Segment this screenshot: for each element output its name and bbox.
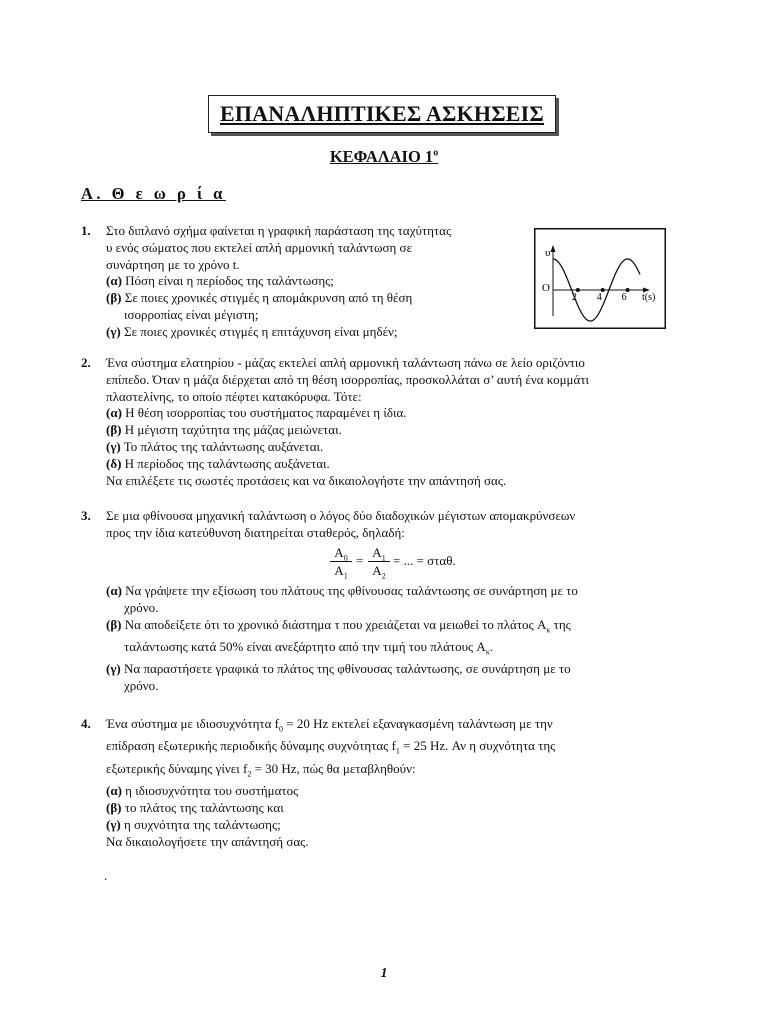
subquestion-a bbox=[106, 783, 555, 800]
stray-dot: . bbox=[104, 868, 108, 883]
question-body bbox=[106, 223, 451, 341]
text-line: Σε μια φθίνουσα μηχανική ταλάντωση ο λόγος δύο διαδοχικών μέγιστων απομακρύνσεων bbox=[106, 508, 576, 523]
closing-line: Να δικαιολογήσετε την απάντησή σας. bbox=[106, 833, 309, 849]
numerator bbox=[368, 545, 390, 562]
question-body bbox=[106, 355, 589, 489]
text-segment: εξωτερικής δύναμης γίνει f bbox=[106, 760, 248, 776]
subscript: 0 bbox=[279, 724, 283, 734]
question-number: 1. bbox=[81, 223, 91, 238]
text-line: υ ενός σώματος που εκτελεί απλή αρμονική ταλάντωση σε bbox=[106, 239, 413, 255]
section-heading: Α. Θ ε ω ρ ί α bbox=[81, 184, 226, 203]
sub-label: (β) bbox=[106, 290, 122, 306]
text-line bbox=[106, 761, 555, 783]
text-line: Στο διπλανό σχήμα φαίνεται η γραφική παράσταση της ταχύτητας bbox=[106, 223, 452, 238]
closing-line: Να επιλέξετε τις σωστές προτάσεις και να δικαιολογήστε την απάντησή σας. bbox=[106, 472, 507, 488]
y-axis-label: υ bbox=[545, 247, 551, 259]
subquestion-c bbox=[106, 661, 578, 678]
equals-sign: = bbox=[356, 553, 364, 568]
sub-text: Η θέση ισορροπίας του συστήματος παραμένει η ίδια. bbox=[125, 405, 407, 421]
sub-text: Να γράψετε την εξίσωση του πλάτους της φθίνουσας ταλάντωσης σε συνάρτηση με το bbox=[125, 583, 578, 598]
page-number: 1 bbox=[380, 966, 388, 981]
sub-label: (δ) bbox=[106, 455, 122, 471]
subquestion-c bbox=[106, 439, 589, 456]
sub-text: Η περίοδος της ταλάντωσης αυξάνεται. bbox=[124, 455, 330, 471]
subquestion-a bbox=[106, 583, 578, 600]
fraction-1 bbox=[330, 545, 352, 581]
document-title: ΕΠΑΝΑΛΗΠΤΙΚΕΣ ΑΣΚΗΣΕΙΣ bbox=[208, 95, 556, 133]
sub-continuation: χρόνο. bbox=[124, 599, 159, 615]
subquestion-c bbox=[106, 324, 451, 341]
sub-text: Το πλάτος της ταλάντωσης αυξάνεται. bbox=[123, 438, 324, 454]
subscript: 2 bbox=[381, 571, 386, 581]
sub-text: Σε ποιες χρονικές στιγμές η επιτάχυνση είναι μηδέν; bbox=[124, 323, 398, 339]
denominator bbox=[330, 562, 352, 581]
sub-text: το πλάτος της ταλάντωσης και bbox=[124, 799, 284, 815]
sub-label: (γ) bbox=[106, 661, 121, 677]
question-body bbox=[106, 716, 555, 850]
sub-text: ταλάντωσης κατά 50% είναι ανεξάρτητο από την τιμή του πλάτους A bbox=[124, 638, 486, 654]
chapter-text: ΚΕΦΑΛΑΙΟ 1 bbox=[329, 147, 434, 166]
tick-label: 4 bbox=[596, 292, 602, 303]
sub-label: (β) bbox=[106, 799, 122, 815]
sub-continuation bbox=[106, 639, 578, 661]
sub-text: . bbox=[489, 638, 494, 654]
question-body bbox=[106, 583, 578, 695]
subscript: 1 bbox=[381, 553, 386, 563]
sub-label: (γ) bbox=[106, 323, 121, 339]
question-body bbox=[106, 508, 575, 542]
sub-text: Να παραστήσετε γραφικά το πλάτος της φθίνουσας ταλάντωσης, σε συνάρτηση με το bbox=[124, 661, 571, 677]
text-line: προς την ίδια κατεύθυνση διατηρείται σταθερός, δηλαδή: bbox=[106, 524, 405, 540]
text-line: Ένα σύστημα ελατηρίου - μάζας εκτελεί απλή αρμονική ταλάντωση πάνω σε λείο οριζόντιο bbox=[106, 355, 585, 370]
text-line: πλαστελίνης, το οποίο πέφτει κατακόρυφα. Τότε: bbox=[106, 388, 362, 404]
sub-continuation: χρόνο. bbox=[124, 678, 159, 694]
sub-label: (α) bbox=[106, 583, 122, 598]
text-segment: επίδραση εξωτερικής περιοδικής δύναμης συχνότητας f bbox=[106, 738, 396, 754]
text-line: συνάρτηση με το χρόνο t. bbox=[106, 256, 240, 272]
text-line: επίπεδο. Όταν η μάζα διέρχεται από τη θέση ισορροπίας, προσκολλάται σ’ αυτή ένα κομμάτι bbox=[106, 371, 590, 387]
symbol: A bbox=[334, 563, 344, 578]
sub-label: (β) bbox=[106, 422, 122, 438]
symbol: A bbox=[334, 545, 344, 560]
sub-text: Πόση είναι η περίοδος της ταλάντωσης; bbox=[125, 273, 334, 289]
numerator bbox=[330, 545, 352, 562]
sub-label: (α) bbox=[106, 273, 122, 289]
text-line bbox=[106, 716, 555, 738]
graph-frame bbox=[535, 229, 666, 329]
subscript: κ bbox=[485, 647, 490, 657]
sub-continuation: ισορροπίας είναι μέγιστη; bbox=[124, 306, 259, 322]
subquestion-b bbox=[106, 422, 589, 439]
denominator bbox=[368, 562, 390, 581]
x-axis-label: t(s) bbox=[642, 292, 656, 303]
sub-text: η ιδιοσυχνότητα του συστήματος bbox=[125, 783, 299, 799]
subscript: κ bbox=[546, 625, 551, 635]
question-number: 2. bbox=[81, 355, 91, 370]
chapter-superscript: ο bbox=[433, 147, 439, 159]
sub-text: Να αποδείξετε ότι το χρονικό διάστημα τ που χρειάζεται να μειωθεί το πλάτος A bbox=[124, 616, 547, 632]
subquestion-c bbox=[106, 817, 555, 834]
subquestion-b bbox=[106, 800, 555, 817]
sub-text: η συχνότητα της ταλάντωσης; bbox=[124, 816, 281, 832]
ratio-formula bbox=[330, 545, 490, 581]
chapter-heading bbox=[0, 147, 768, 167]
fraction-2 bbox=[368, 545, 390, 581]
subquestion-a bbox=[106, 273, 451, 290]
question-number: 3. bbox=[81, 508, 91, 523]
subquestion-d bbox=[106, 456, 589, 473]
subquestion-a bbox=[106, 405, 589, 422]
subquestion-b bbox=[106, 290, 451, 307]
sub-label: (α) bbox=[106, 783, 122, 799]
sub-text: Η μέγιστη ταχύτητα της μάζας μειώνεται. bbox=[124, 422, 342, 438]
symbol: A bbox=[372, 545, 382, 560]
tick-label: 2 bbox=[571, 292, 577, 303]
sub-label: (γ) bbox=[106, 438, 121, 454]
sub-label: (β) bbox=[106, 616, 122, 632]
subquestion-b bbox=[106, 617, 578, 639]
subscript: 1 bbox=[395, 746, 400, 756]
formula-tail: = ... = σταθ. bbox=[393, 553, 456, 568]
question-number: 4. bbox=[81, 716, 91, 731]
symbol: A bbox=[372, 563, 382, 578]
tick-label: 6 bbox=[621, 292, 627, 303]
origin-label: O bbox=[542, 282, 550, 294]
text-segment: Ένα σύστημα με ιδιοσυχνότητα f bbox=[106, 716, 279, 731]
text-segment: = 30 Hz, πώς θα μεταβληθούν: bbox=[251, 760, 416, 776]
sub-text: της bbox=[550, 616, 571, 632]
sub-text: Σε ποιες χρονικές στιγμές η απομάκρυνση από τη θέση bbox=[124, 290, 413, 306]
subscript: 2 bbox=[247, 769, 252, 779]
text-segment: = 20 Hz εκτελεί εξαναγκασμένη ταλάντωση με την bbox=[283, 716, 553, 731]
text-segment: = 25 Hz. Αν η συχνότητα της bbox=[399, 738, 556, 754]
subscript: 0 bbox=[343, 553, 348, 563]
velocity-time-graph bbox=[534, 228, 666, 329]
subscript: 1 bbox=[343, 571, 348, 581]
y-axis-arrow bbox=[551, 245, 556, 252]
sub-label: (α) bbox=[106, 405, 122, 421]
sub-label: (γ) bbox=[106, 816, 121, 832]
text-line bbox=[106, 738, 555, 760]
